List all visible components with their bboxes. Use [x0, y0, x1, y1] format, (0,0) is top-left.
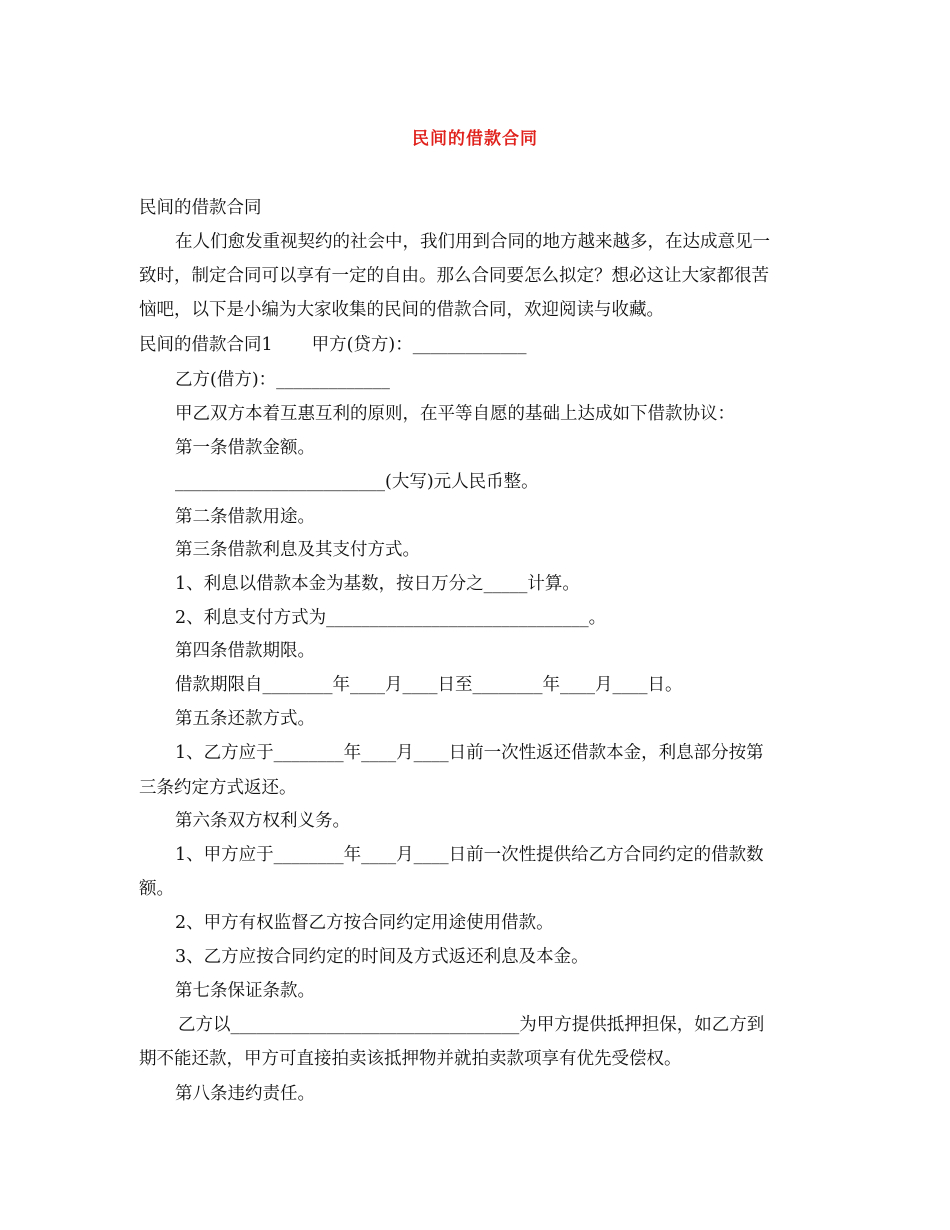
article-heading: 第二条借款用途。	[175, 507, 315, 527]
paragraph-line: 借款期限自________年____月____日至________年____月____日。	[175, 675, 683, 695]
article-heading: 第六条双方权利义务。	[175, 811, 350, 831]
heading-line: 民间的借款合同	[139, 198, 262, 218]
paragraph-line: 1、乙方应于________年____月____日前一次性返还借款本金，利息部分按第	[175, 743, 764, 763]
paragraph-line: 三条约定方式返还。	[139, 778, 297, 798]
article-heading: 第一条借款金额。	[175, 438, 315, 458]
paragraph-line: 甲乙双方本着互惠互利的原则，在平等自愿的基础上达成如下借款协议：	[175, 404, 735, 424]
paragraph-line: 2、甲方有权监督乙方按合同约定用途使用借款。	[175, 913, 554, 933]
paragraph-line: 在人们愈发重视契约的社会中，我们用到合同的地方越来越多，在达成意见一	[175, 232, 770, 252]
article-heading: 第三条借款利息及其支付方式。	[175, 540, 420, 560]
paragraph-line: 额。	[139, 879, 174, 899]
article-heading: 第五条还款方式。	[175, 709, 315, 729]
paragraph-line: 1、甲方应于________年____月____日前一次性提供给乙方合同约定的借款数	[175, 845, 764, 865]
article-heading: 第四条借款期限。	[175, 641, 315, 661]
article-heading: 第七条保证条款。	[175, 981, 315, 1001]
paragraph-line: ________________________(大写)元人民币整。	[175, 472, 539, 492]
document-title: 民间的借款合同	[412, 129, 538, 149]
contract-party-line: 乙方(借方)：_____________	[175, 370, 390, 390]
article-heading: 第八条违约责任。	[175, 1084, 315, 1104]
paragraph-line: 期不能还款，甲方可直接拍卖该抵押物并就拍卖款项享有优先受偿权。	[139, 1049, 682, 1069]
contract-party-line: 民间的借款合同1 甲方(贷方)：_____________	[139, 335, 527, 355]
paragraph-line: 乙方以_________________________________为甲方提供抵押担保，如乙方到	[178, 1015, 765, 1035]
paragraph-line: 3、乙方应按合同约定的时间及方式返还利息及本金。	[175, 947, 589, 967]
paragraph-line: 2、利息支付方式为______________________________。	[175, 608, 607, 628]
paragraph-line: 恼吧，以下是小编为大家收集的民间的借款合同，欢迎阅读与收藏。	[139, 300, 664, 320]
paragraph-line: 1、利息以借款本金为基数，按日万分之_____计算。	[175, 574, 580, 594]
paragraph-line: 致时，制定合同可以享有一定的自由。那么合同要怎么拟定？想必这让大家都很苦	[139, 266, 769, 286]
